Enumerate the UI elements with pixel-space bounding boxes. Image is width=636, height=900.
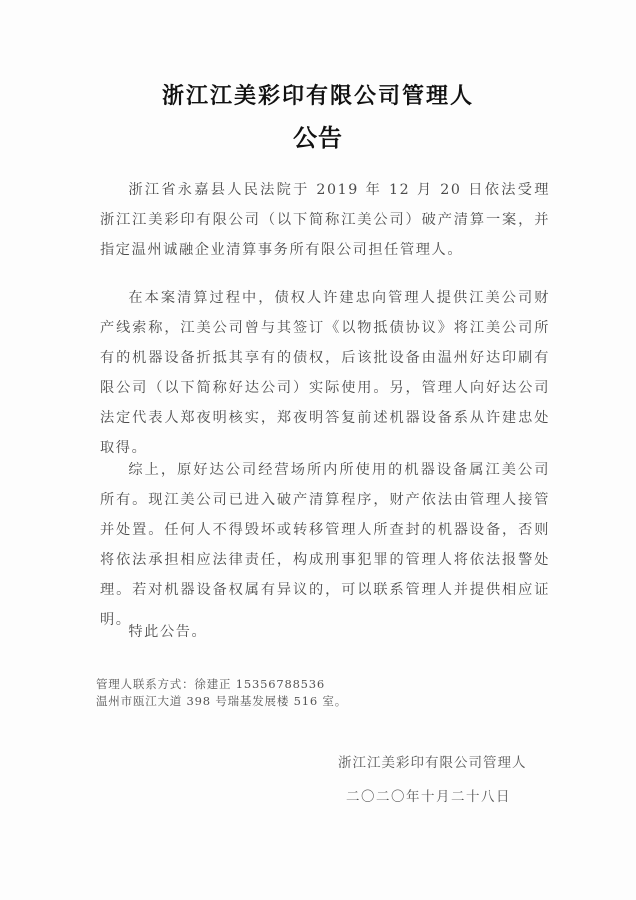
signature-name: 浙江江美彩印有限公司管理人 — [338, 755, 527, 771]
paragraph-3: 综上，原好达公司经营场所内所使用的机器设备属江美公司所有。现江美公司已进入破产清算程序，财产依法由管理人接管并处置。任何人不得毁坏或转移管理人所查封的机器设备，否则将依法承担相应法律责任，构成刑事犯罪的管理人将依法报警处理。若对机器设备权属有异议的，可以联系管理人并提供相应证明。 — [100, 462, 550, 628]
contact-info — [96, 676, 347, 710]
document-subtitle: 公告 — [293, 123, 343, 152]
contact-phone-line: 管理人联系方式：徐建正 15356788536 — [96, 677, 326, 691]
paragraph-closing: 特此公告。 — [128, 624, 208, 640]
document-title: 浙江江美彩印有限公司管理人 — [161, 83, 474, 109]
contact-address-line: 温州市瓯江大道 398 号瑞基发展楼 516 室。 — [96, 694, 348, 708]
signature-date: 二〇二〇年十月二十八日 — [346, 789, 511, 805]
paragraph-2: 在本案清算过程中，债权人许建忠向管理人提供江美公司财产线索称，江美公司曾与其签订《以物抵债协议》将江美公司所有的机器设备折抵其享有的债权，后该批设备由温州好达印刷有限公司（以下简称好达公司）实际使用。另，管理人向好达公司法定代表人郑夜明核实，郑夜明答复前述机器设备系从许建忠处取得。 — [100, 290, 550, 456]
paragraph-1: 浙江省永嘉县人民法院于 2019 年 12 月 20 日依法受理浙江江美彩印有限公司（以下简称江美公司）破产清算一案，并指定温州诚融企业清算事务所有限公司担任管理人。 — [100, 182, 550, 258]
